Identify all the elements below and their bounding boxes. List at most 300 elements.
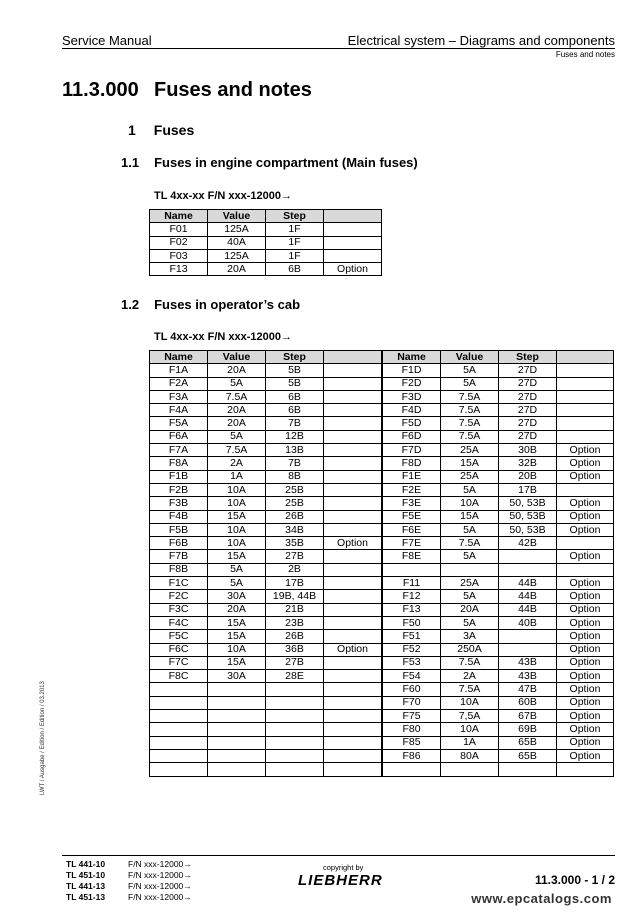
edition-note: LWT / Ausgabe / Edition / Edition / 03.2013 [40, 681, 46, 795]
table-cell: 27D [499, 430, 557, 443]
table-cell: 21B [266, 603, 324, 616]
table-cell [150, 683, 208, 696]
table-cell: F6D [383, 430, 441, 443]
table-cell: 19B, 44B [266, 590, 324, 603]
table-cell [324, 457, 382, 470]
table-cell: 34B [266, 523, 324, 536]
table-cell: F7D [383, 444, 441, 457]
table-cell [499, 563, 557, 576]
table-cell: 50, 53B [499, 523, 557, 536]
section-1-2-heading [121, 297, 300, 312]
table-cell: 43B [499, 656, 557, 669]
table-cell: 20A [208, 417, 266, 430]
table-row [150, 223, 382, 236]
section-1-heading [128, 122, 194, 138]
table-cell: F53 [383, 656, 441, 669]
table-cell: Option [557, 656, 614, 669]
table-cell [324, 710, 382, 723]
section-1-text: Fuses [153, 122, 195, 138]
table-cell: 7B [266, 457, 324, 470]
table-cell: F52 [383, 643, 441, 656]
table-cell: Option [557, 444, 614, 457]
table-cell [324, 444, 382, 457]
table-cell: 15A [208, 616, 266, 629]
table-cell [208, 696, 266, 709]
table-cell: 25B [266, 483, 324, 496]
table-cell: F5D [383, 417, 441, 430]
table-cell [324, 577, 382, 590]
table-cell: F4B [150, 510, 208, 523]
column-header: Value [208, 210, 266, 223]
table-cell: 20B [499, 470, 557, 483]
table-cell: F3E [383, 497, 441, 510]
table-cell: 2A [441, 670, 499, 683]
table-cell [557, 430, 614, 443]
table-cell: 15A [208, 630, 266, 643]
table-row [150, 616, 614, 629]
table-cell: 20A [208, 364, 266, 377]
table-cell [324, 616, 382, 629]
table-cell: 27D [499, 364, 557, 377]
table-cell: F01 [150, 223, 208, 236]
table-cell: 10A [208, 497, 266, 510]
table-cell: 27D [499, 377, 557, 390]
page-reference: 11.3.000 - 1 / 2 [534, 873, 615, 887]
table-cell: 60B [499, 696, 557, 709]
table-cell: 12B [266, 430, 324, 443]
table-cell [324, 736, 382, 749]
table-cell [324, 749, 382, 762]
table-cell: 26B [266, 630, 324, 643]
header-right: Electrical system – Diagrams and components [347, 33, 615, 48]
section-1-1-heading [121, 155, 418, 170]
table-cell: Option [557, 523, 614, 536]
table-cell [324, 390, 382, 403]
cab-fuses-table [149, 350, 614, 777]
table-row [150, 590, 614, 603]
table-cell [208, 710, 266, 723]
table-cell [324, 670, 382, 683]
table-cell: 8B [266, 470, 324, 483]
table-row [150, 656, 614, 669]
table-row [150, 683, 614, 696]
table-cell: 2B [266, 563, 324, 576]
table-cell [324, 630, 382, 643]
table-cell: 7.5A [208, 390, 266, 403]
table-cell: F8C [150, 670, 208, 683]
table-cell: F3D [383, 390, 441, 403]
table-cell: Option [557, 550, 614, 563]
table-cell: 10A [208, 643, 266, 656]
table-cell: 30A [208, 670, 266, 683]
table-cell: 10A [441, 497, 499, 510]
footer-model-row: TL 441-10 F/N xxx-12000→ [66, 859, 192, 869]
table-row [150, 710, 614, 723]
table-cell: 7.5A [441, 656, 499, 669]
table-cell: 5A [441, 523, 499, 536]
table-cell: 5A [208, 577, 266, 590]
table-cell: F8D [383, 457, 441, 470]
table-cell: 27B [266, 550, 324, 563]
table-cell: 27D [499, 390, 557, 403]
table-cell: 5A [208, 563, 266, 576]
table-cell: F7A [150, 444, 208, 457]
section-1-number: 1 [128, 122, 136, 138]
table-cell: 5A [441, 616, 499, 629]
table-cell: Option [557, 616, 614, 629]
table-cell: 15A [208, 510, 266, 523]
table-row [150, 263, 382, 276]
table-row [150, 550, 614, 563]
table-cell: 10A [208, 483, 266, 496]
table-cell [499, 550, 557, 563]
table-cell [499, 630, 557, 643]
cab-fuses-label: TL 4xx-xx F/N xxx-12000→ [154, 331, 292, 343]
table-cell: F5E [383, 510, 441, 523]
table-cell [266, 683, 324, 696]
table-cell [266, 736, 324, 749]
table-cell: 125A [208, 249, 266, 262]
table-cell: F5C [150, 630, 208, 643]
table-cell: F6E [383, 523, 441, 536]
table-row [150, 696, 614, 709]
table-cell [324, 470, 382, 483]
table-cell: 7.5A [441, 537, 499, 550]
table-cell [324, 223, 382, 236]
table-cell: F13 [383, 603, 441, 616]
table-row [150, 563, 614, 576]
table-cell [150, 736, 208, 749]
table-cell [208, 763, 266, 776]
table-cell [324, 590, 382, 603]
table-cell: 6B [266, 404, 324, 417]
table-cell: 50, 53B [499, 510, 557, 523]
footer-models [66, 859, 192, 903]
table-cell: F7B [150, 550, 208, 563]
table-cell: F8A [150, 457, 208, 470]
table-cell: 7.5A [208, 444, 266, 457]
table-cell: 5B [266, 364, 324, 377]
table-cell [557, 483, 614, 496]
table-cell: 13B [266, 444, 324, 457]
header-subtitle: Fuses and notes [555, 50, 615, 59]
table-cell: 43B [499, 670, 557, 683]
table-row [150, 470, 614, 483]
table-cell: 5A [441, 590, 499, 603]
table-cell [208, 723, 266, 736]
table-cell [324, 550, 382, 563]
table-cell [324, 497, 382, 510]
table-cell: 25A [441, 444, 499, 457]
table-cell: 25B [266, 497, 324, 510]
table-cell: 44B [499, 603, 557, 616]
table-cell: 26B [266, 510, 324, 523]
watermark-link[interactable]: www.epcatalogs.com [471, 891, 612, 906]
table-cell [499, 643, 557, 656]
table-cell [150, 710, 208, 723]
table-cell: F8E [383, 550, 441, 563]
table-cell: F50 [383, 616, 441, 629]
table-cell: 20A [208, 263, 266, 276]
table-cell: F86 [383, 749, 441, 762]
table-cell: F80 [383, 723, 441, 736]
table-cell: F02 [150, 236, 208, 249]
table-cell: 1F [266, 249, 324, 262]
table-cell: 17B [499, 483, 557, 496]
table-cell [266, 763, 324, 776]
table-row [150, 763, 614, 776]
column-header: Step [266, 210, 324, 223]
table-row [150, 736, 614, 749]
table-cell: F2D [383, 377, 441, 390]
liebherr-logo: LIEBHERR [298, 872, 383, 889]
table-cell: F4A [150, 404, 208, 417]
table-cell: 7.5A [441, 430, 499, 443]
table-cell [266, 696, 324, 709]
column-header: Name [150, 351, 208, 364]
table-cell: 42B [499, 537, 557, 550]
table-cell: F54 [383, 670, 441, 683]
column-header [324, 351, 382, 364]
table-cell [324, 603, 382, 616]
page-title-text: Fuses and notes [154, 79, 312, 101]
table-row [150, 404, 614, 417]
table-row [150, 444, 614, 457]
table-cell: 5A [441, 377, 499, 390]
table-cell [383, 763, 441, 776]
table-cell: 10A [208, 523, 266, 536]
section-1-2-text: Fuses in operator’s cab [154, 297, 301, 312]
table-cell: Option [324, 263, 382, 276]
table-cell: 3A [441, 630, 499, 643]
table-cell: Option [557, 577, 614, 590]
table-cell: Option [557, 470, 614, 483]
table-cell: F1B [150, 470, 208, 483]
table-cell: 7.5A [441, 417, 499, 430]
table-cell: 47B [499, 683, 557, 696]
footer-model-row: TL 451-13 F/N xxx-12000→ [66, 892, 192, 902]
table-cell: F2A [150, 377, 208, 390]
section-1-1-number: 1.1 [121, 155, 140, 170]
table-cell [557, 417, 614, 430]
table-cell [324, 763, 382, 776]
table-cell [324, 430, 382, 443]
table-cell: F70 [383, 696, 441, 709]
footer-model-row: TL 441-13 F/N xxx-12000→ [66, 881, 192, 891]
table-cell: F2C [150, 590, 208, 603]
main-fuses-table [149, 209, 382, 276]
table-cell: 125A [208, 223, 266, 236]
table-cell: 1A [208, 470, 266, 483]
table-cell: 27D [499, 404, 557, 417]
table-cell: 67B [499, 710, 557, 723]
table-cell: 32B [499, 457, 557, 470]
column-header: Name [150, 210, 208, 223]
table-cell: F3B [150, 497, 208, 510]
table-cell: Option [557, 510, 614, 523]
table-cell: 1F [266, 236, 324, 249]
table-cell: 5A [441, 550, 499, 563]
table-cell [208, 749, 266, 762]
table-cell: F6B [150, 537, 208, 550]
table-cell: 10A [441, 723, 499, 736]
table-row [150, 643, 614, 656]
table-cell: 80A [441, 749, 499, 762]
table-cell [324, 364, 382, 377]
table-cell: F12 [383, 590, 441, 603]
table-cell: 15A [441, 457, 499, 470]
table-cell: F1E [383, 470, 441, 483]
table-row [150, 603, 614, 616]
table-cell [441, 763, 499, 776]
main-fuses-label: TL 4xx-xx F/N xxx-12000→ [154, 190, 292, 202]
table-cell [324, 563, 382, 576]
footer-model-row: TL 451-10 F/N xxx-12000→ [66, 870, 192, 880]
section-1-2-number: 1.2 [121, 297, 140, 312]
table-cell: Option [557, 497, 614, 510]
table-cell: Option [557, 710, 614, 723]
table-cell: 7.5A [441, 390, 499, 403]
table-cell: Option [557, 603, 614, 616]
page-title [62, 79, 312, 102]
table-row [150, 390, 614, 403]
table-cell: 17B [266, 577, 324, 590]
table-cell: 5A [441, 364, 499, 377]
table-cell: 6B [266, 263, 324, 276]
table-cell: 28E [266, 670, 324, 683]
table-row [150, 364, 614, 377]
table-row [150, 457, 614, 470]
column-header: Value [208, 351, 266, 364]
table-cell: F13 [150, 263, 208, 276]
table-cell: 50, 53B [499, 497, 557, 510]
table-row [150, 577, 614, 590]
table-cell: 1A [441, 736, 499, 749]
table-cell [557, 763, 614, 776]
copyright-text: copyright by [323, 863, 364, 872]
column-header: Step [266, 351, 324, 364]
table-cell: 40B [499, 616, 557, 629]
column-header: Value [441, 351, 499, 364]
table-row [150, 483, 614, 496]
table-cell: F4C [150, 616, 208, 629]
table-cell: F2E [383, 483, 441, 496]
table-cell [499, 763, 557, 776]
table-cell: Option [324, 643, 382, 656]
table-cell: 25A [441, 470, 499, 483]
table-row [150, 377, 614, 390]
column-header: Step [499, 351, 557, 364]
table-cell: 40A [208, 236, 266, 249]
table-cell: 5A [441, 483, 499, 496]
table-row [150, 630, 614, 643]
table-cell [324, 723, 382, 736]
table-cell: 6B [266, 390, 324, 403]
table-cell: 2A [208, 457, 266, 470]
table-row [150, 430, 614, 443]
table-cell: F6A [150, 430, 208, 443]
table-cell: 65B [499, 749, 557, 762]
table-cell: 44B [499, 577, 557, 590]
table-cell: F2B [150, 483, 208, 496]
table-cell [208, 683, 266, 696]
table-cell: 36B [266, 643, 324, 656]
table-cell: 23B [266, 616, 324, 629]
table-cell [150, 696, 208, 709]
table-cell [557, 404, 614, 417]
table-cell: Option [557, 457, 614, 470]
table-cell: 20A [208, 603, 266, 616]
table-cell: F75 [383, 710, 441, 723]
table-cell: 10A [208, 537, 266, 550]
table-cell: 15A [208, 550, 266, 563]
table-cell: F1A [150, 364, 208, 377]
table-cell: 7B [266, 417, 324, 430]
table-cell: Option [324, 537, 382, 550]
table-cell: F60 [383, 683, 441, 696]
table-cell: 27D [499, 417, 557, 430]
table-cell: 15A [208, 656, 266, 669]
table-cell: 1F [266, 223, 324, 236]
table-cell: Option [557, 736, 614, 749]
table-cell [324, 656, 382, 669]
table-cell: 15A [441, 510, 499, 523]
table-cell: 20A [208, 404, 266, 417]
table-cell [557, 364, 614, 377]
table-row [150, 510, 614, 523]
table-cell [557, 537, 614, 550]
page-title-number: 11.3.000 [62, 79, 139, 101]
table-cell [441, 563, 499, 576]
table-cell [266, 749, 324, 762]
table-cell: Option [557, 749, 614, 762]
table-cell: 65B [499, 736, 557, 749]
table-cell: Option [557, 630, 614, 643]
table-cell: F7C [150, 656, 208, 669]
column-header [324, 210, 382, 223]
table-cell [324, 510, 382, 523]
table-cell: 30B [499, 444, 557, 457]
table-cell: 25A [441, 577, 499, 590]
table-cell: F1C [150, 577, 208, 590]
table-cell: Option [557, 590, 614, 603]
table-cell: 30A [208, 590, 266, 603]
table-row [150, 723, 614, 736]
section-1-1-text: Fuses in engine compartment (Main fuses) [154, 155, 418, 170]
table-cell [557, 390, 614, 403]
table-cell: F6C [150, 643, 208, 656]
footer-rule [62, 855, 615, 856]
table-cell [150, 723, 208, 736]
table-cell [324, 523, 382, 536]
table-cell: Option [557, 670, 614, 683]
table-cell: 69B [499, 723, 557, 736]
table-cell: F3C [150, 603, 208, 616]
column-header [557, 351, 614, 364]
table-cell: F5B [150, 523, 208, 536]
table-cell: Option [557, 723, 614, 736]
column-header: Name [383, 351, 441, 364]
table-row [150, 670, 614, 683]
table-cell [324, 377, 382, 390]
table-cell [324, 683, 382, 696]
table-row [150, 537, 614, 550]
table-cell [324, 236, 382, 249]
table-cell: F1D [383, 364, 441, 377]
table-cell [324, 404, 382, 417]
table-row [150, 236, 382, 249]
header-rule [62, 48, 615, 49]
